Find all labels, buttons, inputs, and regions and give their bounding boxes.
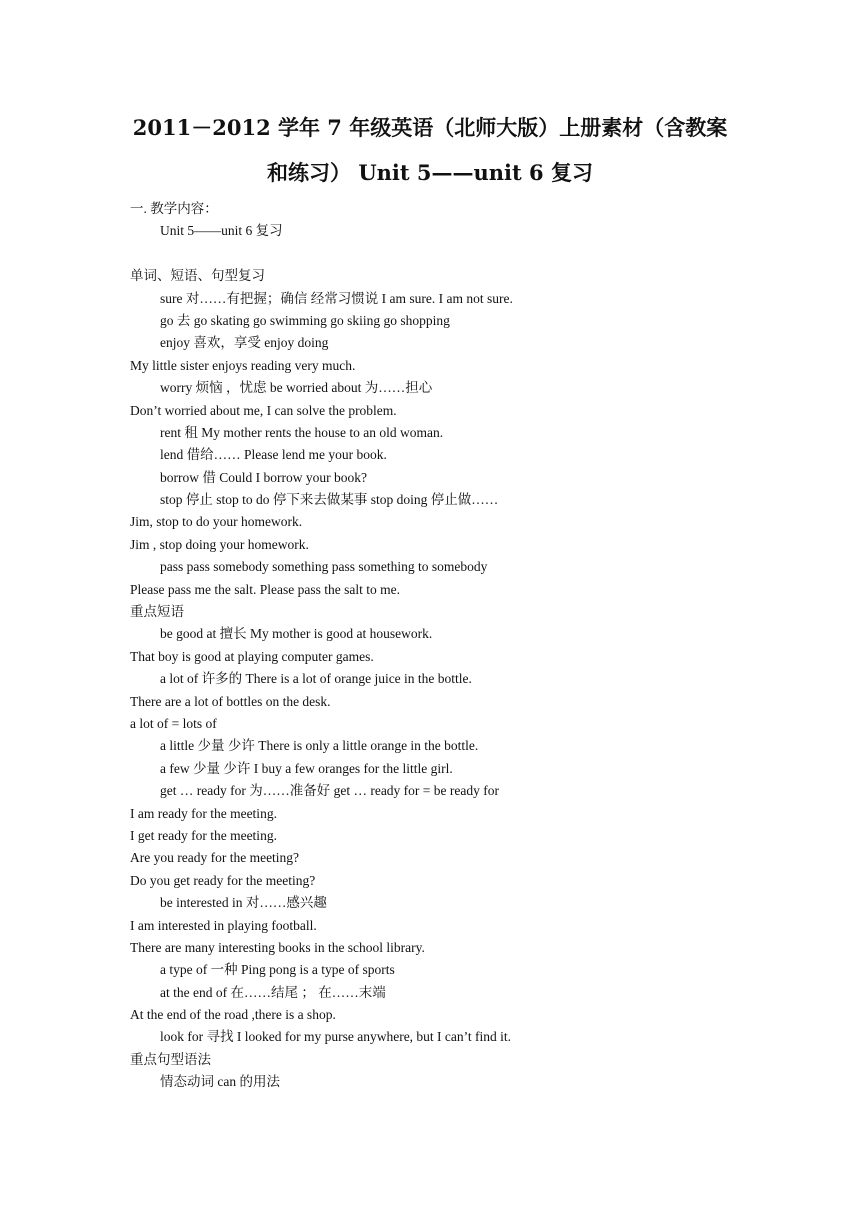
text-line: borrow 借 Could I borrow your book? [160,469,367,485]
section-heading-teaching-content: 一. 教学内容： [130,201,218,216]
text-line: Please pass me the salt. Please pass the salt to me. [130,581,400,597]
text-line: stop 停止 stop to do 停下来去做某事 stop doing 停止做…… [160,492,499,508]
text-line: Jim, stop to do your homework. [130,514,303,530]
section-heading-review: 单词、短语、句型复习 [130,268,265,284]
text-line: Are you ready for the meeting? [130,850,300,866]
document-title-line-2: 和练习） Unit 5——unit 6 复习 [267,160,593,185]
text-line: There are many interesting books in the school library. [130,939,425,955]
document-body [130,198,750,1094]
text-line: a little 少量 少许 There is only a little orange in the bottle. [160,738,479,754]
text-line: Don’t worried about me, I can solve the problem. [130,402,397,418]
text-line: pass pass somebody something pass something to somebody [160,559,488,575]
text-line: I get ready for the meeting. [130,827,277,843]
text-line: look for 寻找 I looked for my purse anywhere, but I can’t find it. [160,1029,512,1045]
blank-line [130,243,750,265]
text-line: enjoy 喜欢，享受 enjoy doing [160,335,329,351]
document-title-line-1: 2011－2012 学年 7 年级英语（北师大版）上册素材（含教案 [132,115,728,140]
text-line: a lot of 许多的 There is a lot of orange juice in the bottle. [160,671,472,687]
text-line: Do you get ready for the meeting? [130,872,316,888]
text-line: Unit 5——unit 6 复习 [160,223,283,239]
text-line: a lot of = lots of [130,715,217,731]
text-line: lend 借给…… Please lend me your book. [160,447,387,463]
text-line: be interested in 对……感兴趣 [160,895,327,911]
text-line: Jim , stop doing your homework. [130,536,309,552]
text-line: be good at 擅长 My mother is good at housework. [160,626,433,642]
text-line: My little sister enjoys reading very much. [130,357,356,373]
text-line: rent 租 My mother rents the house to an old woman. [160,424,444,440]
text-line: a few 少量 少许 I buy a few oranges for the little girl. [160,760,453,776]
section-heading-key-sentences: 重点句型语法 [130,1051,211,1067]
text-line: I am ready for the meeting. [130,805,277,821]
text-line: go 去 go skating go swimming go skiing go shopping [160,312,450,328]
text-line: at the end of 在……结尾 ； 在……末端 [160,984,386,1000]
text-line: At the end of the road ,there is a shop. [130,1007,336,1023]
text-line: worry 烦恼 ，忧虑 be worried about 为……担心 [160,380,433,396]
section-heading-key-phrases: 重点短语 [130,604,184,620]
text-line: 情态动词 can 的用法 [160,1074,280,1090]
text-line: sure 对……有把握；确信 经常习惯说 I am sure. I am not sure. [160,290,513,306]
text-line: There are a lot of bottles on the desk. [130,693,331,709]
text-line: get … ready for 为……准备好 get … ready for = be ready for [160,783,500,799]
text-line: That boy is good at playing computer games. [130,648,374,664]
text-line: a type of 一种 Ping pong is a type of sports [160,962,395,978]
text-line: I am interested in playing football. [130,917,317,933]
